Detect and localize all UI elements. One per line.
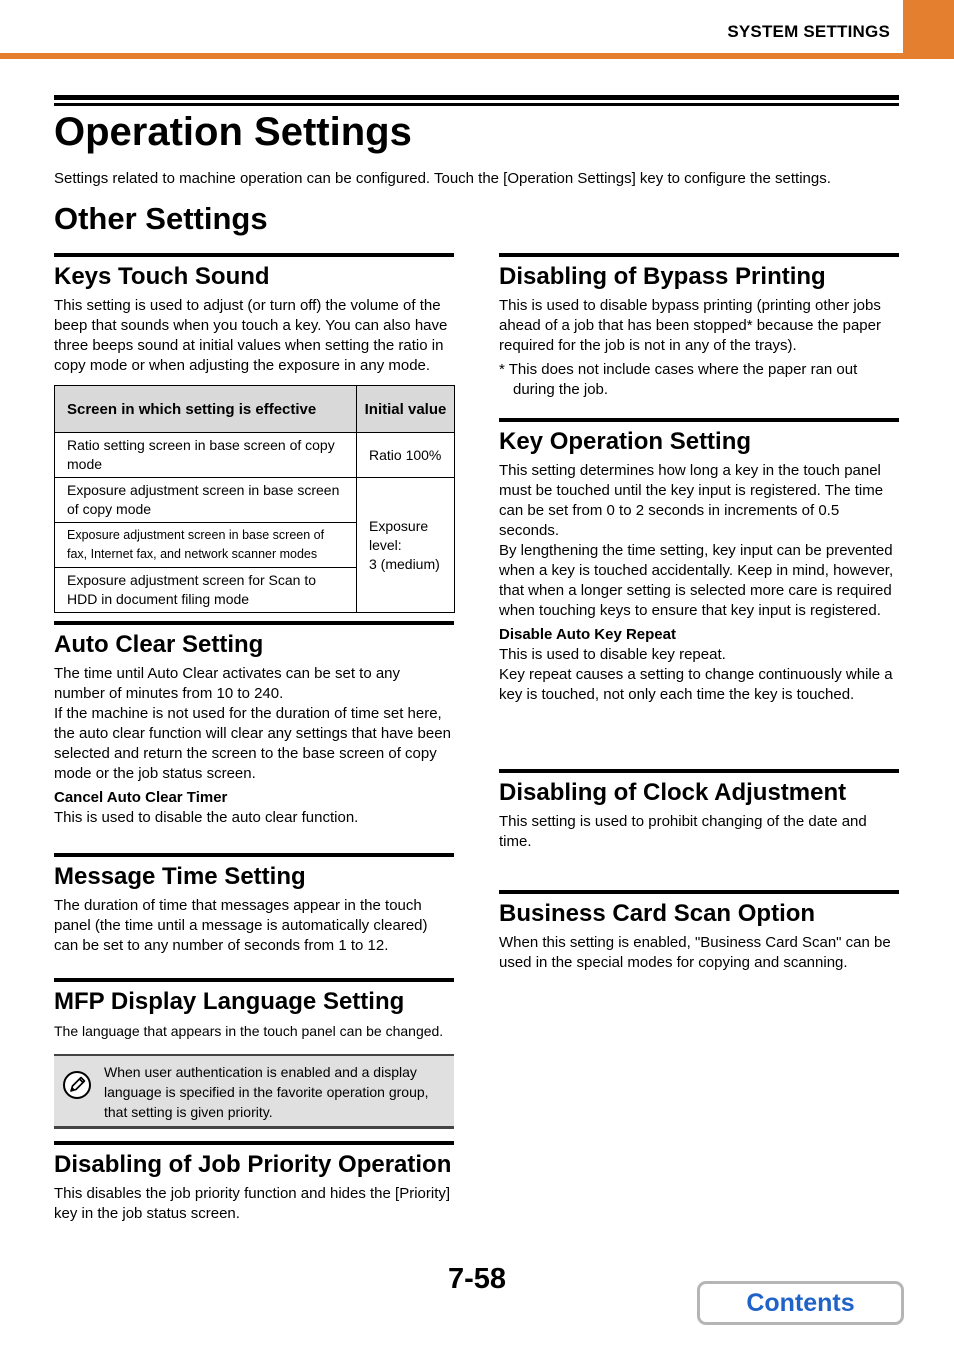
section-body: The time until Auto Clear activates can be set to any number of minutes from 10 to 240. — [54, 665, 401, 702]
section-title: Auto Clear Setting — [54, 631, 264, 658]
table-cell: Exposure adjustment screen in base screen of copy mode — [55, 478, 357, 523]
bypass-printing-section — [499, 253, 899, 400]
section-title: Message Time Setting — [54, 863, 306, 890]
chapter-title: SYSTEM SETTINGS — [727, 22, 890, 41]
section-body: This is used to disable bypass printing (printing other jobs ahead of a job that has been stopped* because the paper required for the job is not in any of the trays). — [499, 297, 881, 354]
section-rule — [499, 253, 899, 257]
keys-touch-sound-section — [54, 253, 454, 376]
section-title: Key Operation Setting — [499, 428, 752, 455]
mfp-language-section — [54, 978, 454, 1041]
subsection-body: This is used to disable key repeat. — [499, 646, 726, 663]
header-tab — [903, 0, 954, 59]
table-header-cell: Screen in which setting is effective — [55, 386, 357, 433]
section-title: Disabling of Job Priority Operation — [54, 1151, 452, 1178]
section-rule — [54, 1141, 454, 1145]
section-body: If the machine is not used for the duration of time set here, the auto clear function will clear any settings that have been selected and return the screen to the base screen of copy mode or the job status screen. — [54, 705, 451, 782]
pencil-note-icon — [62, 1070, 92, 1100]
section-title: Keys Touch Sound — [54, 263, 270, 290]
section-body: This setting is used to prohibit changing of the date and time. — [499, 813, 867, 850]
section-title: Disabling of Clock Adjustment — [499, 779, 847, 806]
section-body: This setting is used to adjust (or turn off) the volume of the beep that sounds when you touch a key. You can also have three beeps sound at initial values when setting the ratio in copy mode or when adjusting the exposure in any mode. — [54, 297, 448, 374]
note-text: When user authentication is enabled and a display language is specified in the favorite operation group, that setting is given priority. — [104, 1064, 429, 1120]
table-header-cell: Initial value — [357, 386, 455, 433]
section-rule — [54, 253, 454, 257]
page-intro: Settings related to machine operation can be configured. Touch the [Operation Settings] key to configure the settings. — [54, 170, 831, 187]
section-body: When this setting is enabled, "Business Card Scan" can be used in the special modes for copying and scanning. — [499, 934, 891, 971]
title-rule-top — [54, 95, 899, 100]
section-rule — [499, 890, 899, 894]
section-title: Disabling of Bypass Printing — [499, 263, 826, 290]
subsection-title: Disable Auto Key Repeat — [499, 626, 676, 643]
subsection-body: This is used to disable the auto clear function. — [54, 809, 359, 826]
table-cell: Ratio 100% — [357, 433, 455, 478]
table-cell: Ratio setting screen in base screen of copy mode — [55, 433, 357, 478]
clock-adjustment-section — [499, 769, 899, 852]
contents-button[interactable]: Contents — [697, 1281, 904, 1325]
table-header-row — [55, 386, 455, 433]
section-rule — [54, 621, 454, 625]
table-cell: Exposure adjustment screen for Scan to HDD in document filing mode — [55, 568, 357, 613]
section-body: By lengthening the time setting, key input can be prevented when a key is touched accidentally. Keep in mind, however, that when a longer setting is selected more care is required when touching keys to ensure that key input is registered. — [499, 542, 894, 619]
section-rule — [54, 978, 454, 982]
section-body: This disables the job priority function and hides the [Priority] key in the job status screen. — [54, 1185, 451, 1222]
business-card-section — [499, 890, 899, 973]
key-operation-section — [499, 418, 899, 705]
section-rule — [54, 853, 454, 857]
section-title: Business Card Scan Option — [499, 900, 816, 927]
section-body: This setting determines how long a key in the touch panel must be touched until the key input is registered. The time can be set from 0 to 2 seconds in increments of 0.5 seconds. — [499, 462, 884, 539]
section-heading: Other Settings — [54, 201, 268, 236]
job-priority-section — [54, 1141, 454, 1224]
section-title: MFP Display Language Setting — [54, 988, 405, 1015]
auto-clear-section — [54, 621, 454, 828]
table-row — [55, 478, 455, 523]
header-bar — [0, 53, 903, 59]
table-row — [55, 433, 455, 478]
subsection-title: Cancel Auto Clear Timer — [54, 789, 228, 806]
section-body: The duration of time that messages appear in the touch panel (the time until a message is automatically cleared) can be set to any number of seconds from 1 to 12. — [54, 897, 428, 954]
section-rule — [499, 418, 899, 422]
table-cell: Exposure adjustment screen in base screen of fax, Internet fax, and network scanner modes — [55, 523, 357, 568]
table-cell: Exposure level: 3 (medium) — [357, 478, 455, 613]
keys-touch-sound-table — [54, 385, 455, 613]
section-rule — [499, 769, 899, 773]
page-number: 7-58 — [448, 1263, 507, 1295]
note-box — [54, 1054, 454, 1129]
subsection-body: Key repeat causes a setting to change continuously while a key is touched, not only each time the key is touched. — [499, 666, 893, 703]
title-rule-bottom — [54, 103, 899, 106]
message-time-section — [54, 853, 454, 956]
footnote: * This does not include cases where the paper ran out during the job. — [499, 361, 858, 398]
section-body: The language that appears in the touch panel can be changed. — [54, 1023, 444, 1039]
page-title: Operation Settings — [54, 110, 412, 154]
